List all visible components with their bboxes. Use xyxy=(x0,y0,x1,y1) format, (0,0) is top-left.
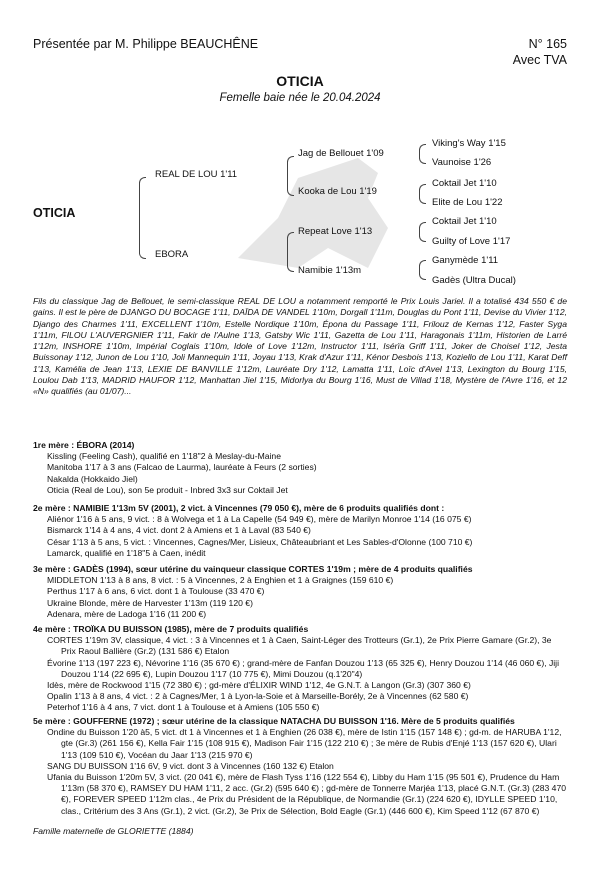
pedigree-ss: Jag de Bellouet 1'09 xyxy=(298,148,384,159)
first-dam-section xyxy=(33,440,567,496)
presenter: Présentée par M. Philippe BEAUCHÊNE xyxy=(33,37,259,51)
pedigree-brace xyxy=(419,260,426,280)
pedigree-brace xyxy=(419,184,426,204)
pedigree-ds: Repeat Love 1'13 xyxy=(298,226,373,237)
list-item: Perthus 1'17 à 6 ans, 6 vict. dont 1 à Toulouse (33 470 €) xyxy=(47,586,265,597)
pedigree-dsd: Guilty of Love 1'17 xyxy=(432,236,511,247)
third-dam-section xyxy=(33,564,567,620)
list-item: Ondine du Buisson 1'20 à5, 5 vict. dt 1 à Vincennes et 1 à Enghien (26 038 €), mère de Istin 1'15 (157 148 €) ; gd-m. de HARUBA 1'12, gte (Gr.3) (261 156 €), Kella Fair 1'15 (108 915 €), Madison Fair 1'15 (122 210 €) ; 3e mère de Rubis d'Enjé 1'13 (157 620 €), Ulari 1'13 (109 510 €), Vocéan du Jaar 1'13 (215 970 €) xyxy=(47,727,562,760)
pedigree-sds: Coktail Jet 1'10 xyxy=(432,178,497,189)
horse-description: Femelle baie née le 20.04.2024 xyxy=(219,92,381,104)
list-item: Bismarck 1'14 à 4 ans, 4 vict. dont 2 à Amiens et 1 à Laval (83 540 €) xyxy=(47,525,311,536)
pedigree-brace xyxy=(287,156,294,196)
list-item: SANG DU BUISSON 1'16 6V, 9 vict. dont 3 à Vincennes (160 132 €) Etalon xyxy=(47,760,334,771)
fourth-dam-section xyxy=(33,624,567,714)
second-dam-section xyxy=(33,503,567,559)
pedigree-brace xyxy=(419,144,426,164)
pedigree-dds: Ganymède 1'11 xyxy=(432,255,499,266)
horse-name: OTICIA xyxy=(276,73,324,89)
second-dam-heading: 2e mère : NAMIBIE 1'13m 5V (2001), 2 vict. à Vincennes (79 050 €), mère de 6 produits qualifiés dont : xyxy=(33,503,445,513)
pedigree-ssd: Vaunoise 1'26 xyxy=(432,157,492,168)
third-dam-heading: 3e mère : GADÈS (1994), sœur utérine du vainqueur classique CORTES 1'19m ; mère de 4 produits qualifiés xyxy=(33,564,473,574)
pedigree-brace xyxy=(287,232,294,272)
lot-number: N° 165 xyxy=(528,37,567,51)
pedigree-sd: Kooka de Lou 1'19 xyxy=(298,186,377,197)
fifth-dam-heading: 5e mère : GOUFFERNE (1972) ; sœur utérine de la classique NATACHA DU BUISSON 1'16. Mère de 5 produits qualifiés xyxy=(33,716,515,726)
list-item: Adenara, mère de Ladoga 1'16 (11 200 €) xyxy=(47,608,207,619)
fifth-dam-section xyxy=(33,716,567,817)
list-item: Idès, mère de Rockwood 1'15 (72 380 €) ; gd-mère d'ÉLIXIR WIND 1'12, 4e G.N.T. à Langon (Gr.3) (307 360 €) xyxy=(47,680,471,691)
maternal-family: Famille maternelle de GLORIETTE (1884) xyxy=(33,826,194,836)
pedigree-subject: OTICIA xyxy=(33,206,76,220)
pedigree-sire: REAL DE LOU 1'11 xyxy=(155,169,238,180)
list-item: Évorine 1'13 (197 223 €), Névorine 1'16 (35 670 €) ; grand-mère de Fanfan Douzou 1'13 (65 325 €), Henry Douzou 1'14 (46 060 €), Jiji Douzou 1'14 (22 695 €), Lupin Douzou 1'17 (10 775 €), Mimi Douzou (q.1'20"4) xyxy=(47,657,559,679)
pedigree-ddd: Gadès (Ultra Ducal) xyxy=(432,275,516,286)
sire-description: Fils du classique Jag de Bellouet, le semi-classique REAL DE LOU a notamment remporté le Prix Louis Jariel. Il a totalisé 434 550 € de gains. Il est le père de DJANGO DU BOCAGE 1'11, DAÏDA DE VANDEL 1'10m, Dorgall 1'11m, Douglas du Pont 1'11, Devise du Vivier 1'12, Django des Charmes 1'11, EXCELLENT 1'10m, Estelle Nordique 1'10m, Épona du Passage 1'11, Frilouz de Kernas 1'12, Faster Syga 1'11m, FILOU L'AUVERGNIER 1'11, Fakir de l'Aulne 1'13, Gatsby Wic 1'11, Gazetta de Lou 1'11, Haragonais 1'11m, Historien de Larré 1'12m, INSHORE 1'10m, Impérial Coglais 1'10m, Idole of Love 1'12m, Instructor 1'11, Isérïa Griff 1'11, Joker de Choisel 1'12, Jesta Buissonay 1'12, Junon de Lou 1'10, Joli Mannequin 1'11, Joyau 1'13, Krak d'Azur 1'11, Kénor Desbois 1'13, Koziello de Lou 1'11, Karat Deff 1'13, Kamélia de Jean 1'13, LEXIE DE BANVILLE 1'12m, Lauréate Dry 1'12, Lamatta 1'11, Loïc d'Avel 1'13, Lexington du Bourg 1'15, Loulou Dab 1'13, MADRID HAUFOR 1'12, Manhattan Jiel 1'15, Midorlya du Bourg 1'16, Must de Villad 1'18, Mystère de l'Avre 1'16, et 12 «N» qualifiés (au 01/07)... xyxy=(33,296,567,397)
list-item: Lamarck, qualifié en 1'18"5 à Caen, inédit xyxy=(47,547,206,558)
list-item: Peterhof 1'16 à 4 ans, 7 vict. dont 1 à Toulouse et à Amiens (105 550 €) xyxy=(47,702,320,713)
list-item: Nakalda (Hokkaido Jiel) xyxy=(47,473,138,484)
pedigree-brace xyxy=(419,222,426,242)
list-item: MIDDLETON 1'13 à 8 ans, 8 vict. : 5 à Vincennes, 2 à Enghien et 1 à Graignes (159 610 €) xyxy=(47,575,394,586)
pedigree-dss: Coktail Jet 1'10 xyxy=(432,216,497,227)
list-item: Oticia (Real de Lou), son 5e produit - Inbred 3x3 sur Coktail Jet xyxy=(47,484,288,495)
tax-status: Avec TVA xyxy=(512,53,567,67)
pedigree-sdd: Elite de Lou 1'22 xyxy=(432,197,503,208)
list-item: Ukraine Blonde, mère de Harvester 1'13m (119 120 €) xyxy=(47,597,253,608)
first-dam-heading: 1re mère : ÉBORA (2014) xyxy=(33,440,135,450)
list-item: Ufania du Buisson 1'20m 5V, 3 vict. (20 041 €), mère de Flash Tyss 1'16 (122 554 €), Libby du Ham 1'15 (95 501 €), Prudence du Ham 1'13m (58 370 €), RAMSEY DU HAM 1'11, 2 acc. (Gr.2) (595 640 €) ; gd-mère de Tonnerre Marjéa 1'13, placé G.N.T. (Gr.3) (283 470 €), FOREVER SPEED 1'12m clas., 4e Prix du Président de la République, de Normandie (Gr.1) (224 620 €), IDYLLE SPEED 1'10, clas., Critérium des 3 Ans (Gr.1), 2 vict. (Gr.2), 3e Prix de Sélection, Bold Eagle (Gr.1) (446 600 €), Kim Speed 1'12 (67 870 €) xyxy=(47,772,567,816)
pedigree-dam: EBORA xyxy=(155,249,189,260)
pedigree-dd: Namibie 1'13m xyxy=(298,265,362,276)
list-item: Opalin 1'13 à 8 ans, 4 vict. : 2 à Cagnes/Mer, 1 à Lyon-la-Soie et à Marseille-Borély, 2e à Vincennes (62 580 €) xyxy=(47,691,469,702)
list-item: CORTES 1'19m 3V, classique, 4 vict. : 3 à Vincennes et 1 à Caen, Saint-Léger des Trotteurs (Gr.1), 2e Prix Pierre Gamare (Gr.2), 3e Prix Raoul Ballière (Gr.2) (131 586 €) Etalon xyxy=(47,635,552,657)
list-item: Kissling (Feeling Cash), qualifié en 1'18"2 à Meslay-du-Maine xyxy=(47,451,281,462)
list-item: César 1'13 à 5 ans, 5 vict. : Vincennes, Cagnes/Mer, Lisieux, Châteaubriant et Les Sables-d'Olonne (100 710 €) xyxy=(47,536,473,547)
pedigree-brace xyxy=(139,177,146,259)
list-item: Manitoba 1'17 à 3 ans (Falcao de Laurma), lauréate à Feurs (2 sorties) xyxy=(47,462,317,473)
fourth-dam-heading: 4e mère : TROÏKA DU BUISSON (1985), mère de 7 produits qualifiés xyxy=(33,624,309,634)
list-item: Aliénor 1'16 à 5 ans, 9 vict. : 8 à Wolvega et 1 à La Capelle (54 949 €), mère de Marilyn Monroe 1'14 (16 075 €) xyxy=(47,514,472,525)
pedigree-sss: Viking's Way 1'15 xyxy=(432,138,506,149)
